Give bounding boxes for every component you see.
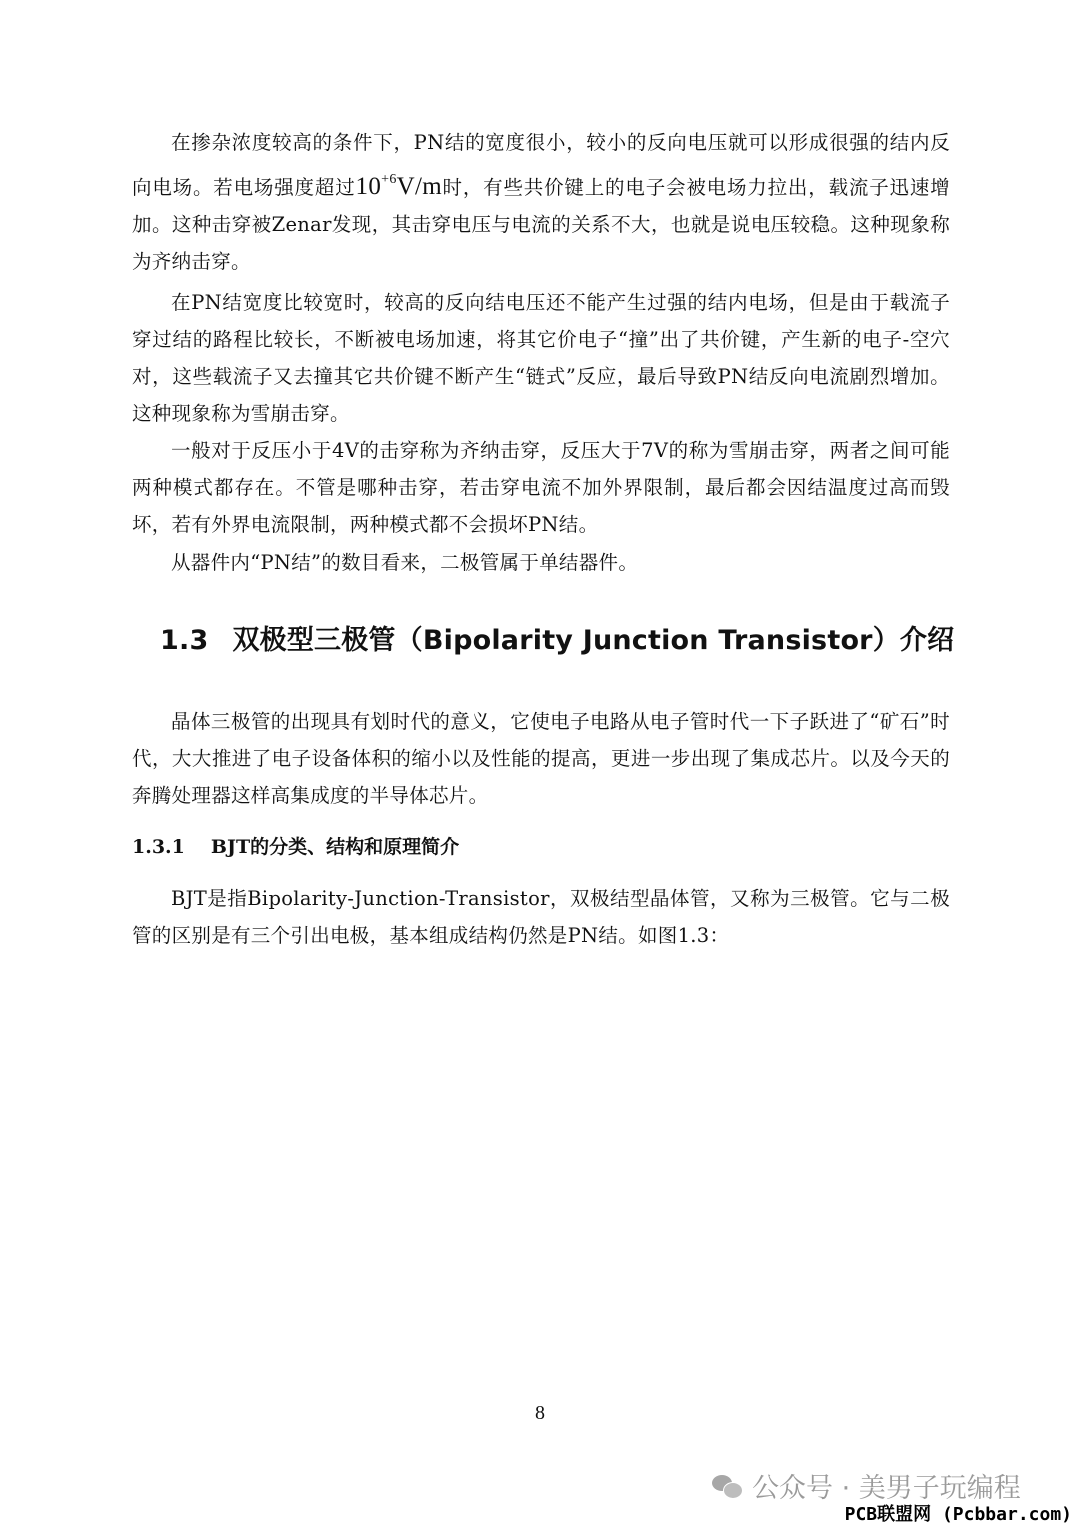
- subsection-heading: [132, 832, 459, 859]
- paragraph-avalanche-breakdown: 在PN结宽度比较宽时，较高的反向结电压还不能产生过强的结内电场，但是由于载流子穿过结的路程比较长，不断被电场加速，将其它价电子“撞”出了共价键，产生新的电子-空穴对，这些载流子又去撞其它共价键不断产生“链式”反应，最后导致PN结反向电流剧烈增加。这种现象称为雪崩击穿。: [132, 291, 950, 425]
- subsection-number: 1.3.1: [132, 836, 185, 858]
- paragraph-single-junction: 从器件内“PN结”的数目看来，二极管属于单结器件。: [171, 551, 639, 574]
- paragraph-zener-breakdown: [132, 124, 950, 280]
- p1-after: 时，有些共价键上的电子会被电场力拉出，载流子迅速增加。这种击穿被Zenar发现，其击穿电压与电流的关系不大，也就是说电压较稳。这种现象称为齐纳击穿。: [132, 176, 950, 273]
- page-number: 8: [535, 1402, 545, 1424]
- field-base: 10: [355, 173, 382, 200]
- field-strength-value: [356, 173, 442, 200]
- wechat-icon: [712, 1473, 742, 1499]
- paragraph-bjt-definition: BJT是指Bipolarity-Junction-Transistor，双极结型晶体管，又称为三极管。它与二极管的区别是有三个引出电极，基本组成结构仍然是PN结。如图1.3：: [132, 887, 950, 947]
- field-exponent: +6: [381, 172, 397, 187]
- section-heading: [160, 618, 954, 657]
- p1-before: 在掺杂浓度较高的条件下，PN结的宽度很小，较小的反向电压就可以形成很强的结内反向电场。若电场强度超过: [132, 131, 950, 199]
- subsection-title: BJT的分类、结构和原理简介: [210, 836, 460, 858]
- paragraph-breakdown-comparison: 一般对于反压小于4V的击穿称为齐纳击穿，反压大于7V的称为雪崩击穿，两者之间可能两种模式都存在。不管是哪种击穿，若击穿电流不加外界限制，最后都会因结温度过高而毁坏，若有外界电流限制，两种模式都不会损坏PN结。: [132, 439, 950, 536]
- watermark-text: 公众号 · 美男子玩编程: [752, 1473, 1021, 1504]
- section-title: 双极型三极管（Bipolarity Junction Transistor）介绍: [232, 625, 955, 656]
- paragraph-transistor-intro: 晶体三极管的出现具有划时代的意义，它使电子电路从电子管时代一下子跃进了“矿石”时代，大大推进了电子设备体积的缩小以及性能的提高，更进一步出现了集成芯片。以及今天的奔腾处理器这样高集成度的半导体芯片。: [132, 710, 950, 807]
- section-number: 1.3: [160, 625, 209, 656]
- field-unit: V/m: [396, 173, 442, 200]
- footer-site-label: PCB联盟网 (Pcbbar.com): [844, 1504, 1072, 1525]
